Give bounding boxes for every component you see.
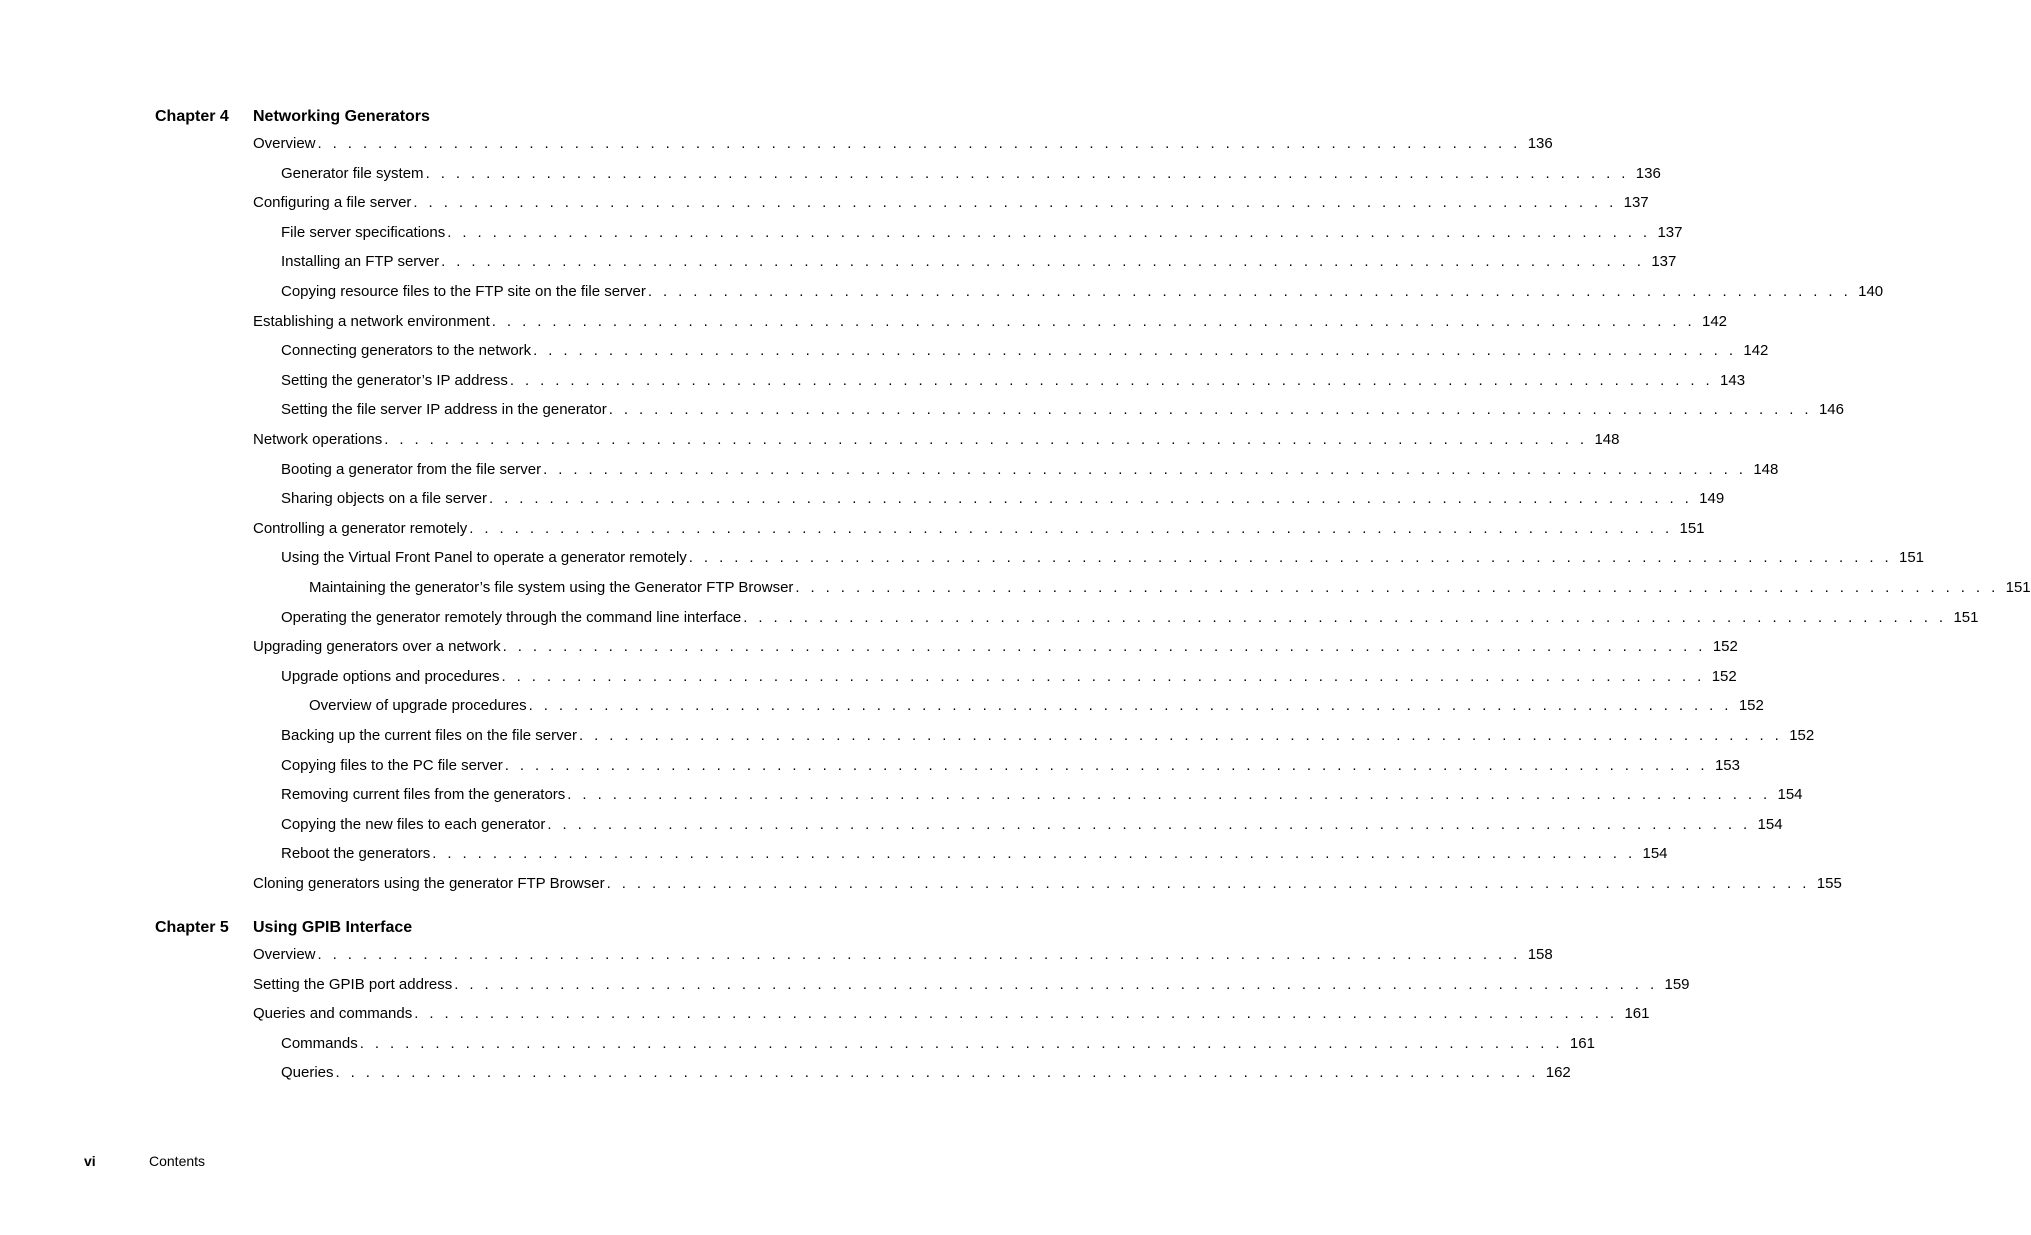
toc-entry[interactable] xyxy=(281,548,1925,568)
toc-entry-title: Cloning generators using the generator FTP Browser xyxy=(253,875,605,892)
toc-entry-title: Using the Virtual Front Panel to operate a generator remotely xyxy=(281,549,687,567)
toc-entry-page: 140 xyxy=(1858,283,1884,300)
toc-entry-page: 151 xyxy=(1679,519,1705,537)
toc-entry-page: 152 xyxy=(1738,697,1764,715)
toc-entry-page: 149 xyxy=(1699,490,1725,508)
toc-entry-page: 155 xyxy=(1816,875,1842,892)
toc-entry[interactable] xyxy=(281,252,1677,272)
toc-entry[interactable] xyxy=(281,223,1683,243)
dot-leader: . . . . . . . . . . . . . . . . . . . . . . . . . . . . . . . . . . . . . . . . . . . . . . . . . . . . . . . . . . . . . . . . . . . . . . . . . . . . . . . . xyxy=(533,342,1737,360)
chapter-title: Using GPIB Interface xyxy=(253,919,413,936)
dot-leader: . . . . . . . . . . . . . . . . . . . . . . . . . . . . . . . . . . . . . . . . . . . . . . . . . . . . . . . . . . . . . . . . . . . . . . . . . . . . . . . . xyxy=(335,1064,1539,1082)
dot-leader: . . . . . . . . . . . . . . . . . . . . . . . . . . . . . . . . . . . . . . . . . . . . . . . . . . . . . . . . . . . . . . . . . . . . . . . . . . . . . . . . xyxy=(359,1034,1563,1052)
toc-entry[interactable] xyxy=(281,371,1746,391)
toc-entry[interactable] xyxy=(253,430,1620,450)
toc-entry-title: Booting a generator from the file server xyxy=(281,460,542,478)
toc-entry[interactable] xyxy=(281,164,1661,184)
dot-leader: . . . . . . . . . . . . . . . . . . . . . . . . . . . . . . . . . . . . . . . . . . . . . . . . . . . . . . . . . . . . . . . . . . . . . . . . . . . . . . . . xyxy=(502,638,1706,656)
toc-entry[interactable] xyxy=(281,726,1815,746)
dot-leader: . . . . . . . . . . . . . . . . . . . . . . . . . . . . . . . . . . . . . . . . . . . . . . . . . . . . . . . . . . . . . . . . . . . . . . . . . . . . . . . . xyxy=(317,946,1521,963)
toc-entry[interactable] xyxy=(309,696,1764,716)
toc-entry-page: 162 xyxy=(1545,1064,1571,1082)
toc-entry[interactable] xyxy=(281,1063,1571,1083)
dot-leader: . . . . . . . . . . . . . . . . . . . . . . . . . . . . . . . . . . . . . . . . . . . . . . . . . . . . . . . . . . . . . . . . . . . . . . . . . . . . . . . . xyxy=(608,401,1812,419)
toc-entry-title: File server specifications xyxy=(281,223,446,241)
toc-entry-title: Overview xyxy=(253,946,316,963)
dot-leader: . . . . . . . . . . . . . . . . . . . . . . . . . . . . . . . . . . . . . . . . . . . . . . . . . . . . . . . . . . . . . . . . . . . . . . . . . . . . . . . . xyxy=(432,845,1636,863)
toc-entry[interactable] xyxy=(281,667,1737,687)
toc-entry-page: 154 xyxy=(1757,815,1783,833)
dot-leader: . . . . . . . . . . . . . . . . . . . . . . . . . . . . . . . . . . . . . . . . . . . . . . . . . . . . . . . . . . . . . . . . . . . . . . . . . . . . . . . . xyxy=(647,283,1852,300)
toc-entry[interactable] xyxy=(253,945,1553,965)
toc-entry-title: Backing up the current files on the file server xyxy=(281,727,577,744)
dot-leader: . . . . . . . . . . . . . . . . . . . . . . . . . . . . . . . . . . . . . . . . . . . . . . . . . . . . . . . . . . . . . . . . . . . . . . . . . . . . . . . . xyxy=(454,975,1658,993)
toc-entry-page: 154 xyxy=(1777,786,1803,804)
toc-entry[interactable] xyxy=(253,975,1690,995)
toc-entry-title: Establishing a network environment xyxy=(253,312,490,330)
toc-entry-page: 152 xyxy=(1712,638,1738,656)
toc-entry-page: 148 xyxy=(1594,431,1620,448)
toc-entry-page: 146 xyxy=(1818,401,1844,419)
toc-entry-title: Connecting generators to the network xyxy=(281,342,532,360)
chapter-number: Chapter 4 xyxy=(155,108,229,125)
toc-entry-title: Generator file system xyxy=(281,164,424,182)
toc-entry[interactable] xyxy=(281,756,1740,776)
toc-entry-title: Removing current files from the generators xyxy=(281,786,566,804)
toc-entry[interactable] xyxy=(281,785,1803,805)
toc-entry-title: Maintaining the generator’s file system using the Generator FTP Browser xyxy=(309,579,794,596)
toc-entry-page: 142 xyxy=(1702,312,1728,330)
toc-entry-page: 136 xyxy=(1527,135,1553,152)
chapter-title: Networking Generators xyxy=(253,108,430,125)
toc-entry-page: 137 xyxy=(1657,223,1683,241)
toc-entry-title: Copying resource files to the FTP site on the file server xyxy=(281,283,646,300)
dot-leader: . . . . . . . . . . . . . . . . . . . . . . . . . . . . . . . . . . . . . . . . . . . . . . . . . . . . . . . . . . . . . . . . . . . . . . . . . . . . . . . . xyxy=(509,371,1714,389)
dot-leader: . . . . . . . . . . . . . . . . . . . . . . . . . . . . . . . . . . . . . . . . . . . . . . . . . . . . . . . . . . . . . . . . . . . . . . . . . . . . . . . . xyxy=(469,519,1673,537)
chapter-heading xyxy=(0,918,954,938)
toc-entry-title: Queries and commands xyxy=(253,1005,413,1023)
toc-entry-page: 137 xyxy=(1623,194,1649,212)
dot-leader: . . . . . . . . . . . . . . . . . . . . . . . . . . . . . . . . . . . . . . . . . . . . . . . . . . . . . . . . . . . . . . . . . . . . . . . . . . . . . . . . xyxy=(567,786,1771,804)
toc-entry-title: Installing an FTP server xyxy=(281,253,440,271)
dot-leader: . . . . . . . . . . . . . . . . . . . . . . . . . . . . . . . . . . . . . . . . . . . . . . . . . . . . . . . . . . . . . . . . . . . . . . . . . . . . . . . . xyxy=(579,727,1783,744)
dot-leader: . . . . . . . . . . . . . . . . . . . . . . . . . . . . . . . . . . . . . . . . . . . . . . . . . . . . . . . . . . . . . . . . . . . . . . . . . . . . . . . . xyxy=(414,1005,1618,1023)
toc-entry-page: 159 xyxy=(1664,975,1690,993)
toc-entry-title: Upgrade options and procedures xyxy=(281,667,500,685)
dot-leader: . . . . . . . . . . . . . . . . . . . . . . . . . . . . . . . . . . . . . . . . . . . . . . . . . . . . . . . . . . . . . . . . . . . . . . . . . . . . . . . . xyxy=(528,697,1732,715)
toc-entry[interactable] xyxy=(281,400,1844,420)
toc-entry-title: Reboot the generators xyxy=(281,845,431,863)
toc-entry[interactable] xyxy=(281,844,1668,864)
toc-entry-title: Setting the generator’s IP address xyxy=(281,371,508,389)
toc-entry-page: 137 xyxy=(1651,253,1677,271)
footer-label: Contents xyxy=(149,1153,206,1169)
toc-entry[interactable] xyxy=(281,608,1979,628)
toc-entry-title: Overview of upgrade procedures xyxy=(309,697,527,715)
chapter-heading xyxy=(0,107,954,127)
dot-leader: . . . . . . . . . . . . . . . . . . . . . . . . . . . . . . . . . . . . . . . . . . . . . . . . . . . . . . . . . . . . . . . . . . . . . . . . . . . . . . . . xyxy=(795,579,1999,596)
dot-leader: . . . . . . . . . . . . . . . . . . . . . . . . . . . . . . . . . . . . . . . . . . . . . . . . . . . . . . . . . . . . . . . . . . . . . . . . . . . . . . . . xyxy=(543,460,1747,478)
dot-leader: . . . . . . . . . . . . . . . . . . . . . . . . . . . . . . . . . . . . . . . . . . . . . . . . . . . . . . . . . . . . . . . . . . . . . . . . . . . . . . . . xyxy=(384,431,1588,448)
toc-entry[interactable] xyxy=(281,282,1884,302)
toc-entry-page: 136 xyxy=(1635,164,1661,182)
toc-entry-title: Configuring a file server xyxy=(253,194,412,212)
dot-leader: . . . . . . . . . . . . . . . . . . . . . . . . . . . . . . . . . . . . . . . . . . . . . . . . . . . . . . . . . . . . . . . . . . . . . . . . . . . . . . . . xyxy=(447,223,1651,241)
toc-entry-page: 148 xyxy=(1753,460,1779,478)
toc-entry-title: Sharing objects on a file server xyxy=(281,490,487,508)
toc-entry[interactable] xyxy=(253,312,1728,332)
toc-entry-title: Network operations xyxy=(253,431,383,448)
toc-entry[interactable] xyxy=(281,341,1769,361)
toc-entry-title: Setting the GPIB port address xyxy=(253,975,453,993)
toc-entry[interactable] xyxy=(281,1034,1595,1054)
toc-entry-page: 152 xyxy=(1789,727,1815,744)
dot-leader: . . . . . . . . . . . . . . . . . . . . . . . . . . . . . . . . . . . . . . . . . . . . . . . . . . . . . . . . . . . . . . . . . . . . . . . . . . . . . . . . xyxy=(425,164,1629,182)
dot-leader: . . . . . . . . . . . . . . . . . . . . . . . . . . . . . . . . . . . . . . . . . . . . . . . . . . . . . . . . . . . . . . . . . . . . . . . . . . . . . . . . xyxy=(441,253,1645,271)
toc-entry[interactable] xyxy=(253,1004,1650,1024)
toc-entry-page: 142 xyxy=(1743,342,1769,360)
dot-leader: . . . . . . . . . . . . . . . . . . . . . . . . . . . . . . . . . . . . . . . . . . . . . . . . . . . . . . . . . . . . . . . . . . . . . . . . . . . . . . . . xyxy=(501,667,1705,685)
toc-entry[interactable] xyxy=(281,460,1779,480)
dot-leader: . . . . . . . . . . . . . . . . . . . . . . . . . . . . . . . . . . . . . . . . . . . . . . . . . . . . . . . . . . . . . . . . . . . . . . . . . . . . . . . . xyxy=(488,490,1693,508)
dot-leader: . . . . . . . . . . . . . . . . . . . . . . . . . . . . . . . . . . . . . . . . . . . . . . . . . . . . . . . . . . . . . . . . . . . . . . . . . . . . . . . . xyxy=(504,756,1708,774)
toc-entry-page: 161 xyxy=(1624,1005,1650,1023)
toc-entry-title: Copying the new files to each generator xyxy=(281,815,546,833)
toc-entry-page: 152 xyxy=(1711,667,1737,685)
toc-entry[interactable] xyxy=(253,519,1705,539)
toc-entry[interactable] xyxy=(253,193,1649,213)
toc-entry-page: 158 xyxy=(1527,946,1553,963)
toc-entry-title: Overview xyxy=(253,135,316,152)
dot-leader: . . . . . . . . . . . . . . . . . . . . . . . . . . . . . . . . . . . . . . . . . . . . . . . . . . . . . . . . . . . . . . . . . . . . . . . . . . . . . . . . xyxy=(743,608,1947,626)
toc-entry-title: Operating the generator remotely through the command line interface xyxy=(281,608,742,626)
dot-leader: . . . . . . . . . . . . . . . . . . . . . . . . . . . . . . . . . . . . . . . . . . . . . . . . . . . . . . . . . . . . . . . . . . . . . . . . . . . . . . . . xyxy=(606,875,1810,892)
toc-entry-title: Commands xyxy=(281,1034,358,1052)
toc-entry-title: Queries xyxy=(281,1064,334,1082)
dot-leader: . . . . . . . . . . . . . . . . . . . . . . . . . . . . . . . . . . . . . . . . . . . . . . . . . . . . . . . . . . . . . . . . . . . . . . . . . . . . . . . . xyxy=(413,194,1617,212)
toc-entry-page: 151 xyxy=(1899,549,1925,567)
toc-entry-page: 161 xyxy=(1569,1034,1595,1052)
toc-entry[interactable] xyxy=(253,874,1842,894)
toc-entry[interactable] xyxy=(253,637,1738,657)
dot-leader: . . . . . . . . . . . . . . . . . . . . . . . . . . . . . . . . . . . . . . . . . . . . . . . . . . . . . . . . . . . . . . . . . . . . . . . . . . . . . . . . xyxy=(491,312,1696,330)
toc-entry-page: 151 xyxy=(2005,579,2031,596)
toc-entry-title: Upgrading generators over a network xyxy=(253,638,501,656)
toc-entry[interactable] xyxy=(309,578,2031,598)
chapter-number: Chapter 5 xyxy=(155,919,229,936)
toc-entry-title: Controlling a generator remotely xyxy=(253,519,468,537)
dot-leader: . . . . . . . . . . . . . . . . . . . . . . . . . . . . . . . . . . . . . . . . . . . . . . . . . . . . . . . . . . . . . . . . . . . . . . . . . . . . . . . . xyxy=(317,135,1521,152)
toc-entry-title: Copying files to the PC file server xyxy=(281,756,503,774)
toc-entry[interactable] xyxy=(281,489,1725,509)
toc-entry-title: Setting the file server IP address in the generator xyxy=(281,401,607,419)
toc-entry-page: 153 xyxy=(1714,756,1740,774)
toc-entry-page: 151 xyxy=(1953,608,1979,626)
toc-entry[interactable] xyxy=(281,815,1783,835)
toc-entry-page: 143 xyxy=(1720,371,1746,389)
footer-page-number: vi xyxy=(84,1153,96,1169)
toc-entry-page: 154 xyxy=(1642,845,1668,863)
dot-leader: . . . . . . . . . . . . . . . . . . . . . . . . . . . . . . . . . . . . . . . . . . . . . . . . . . . . . . . . . . . . . . . . . . . . . . . . . . . . . . . . xyxy=(547,815,1751,833)
dot-leader: . . . . . . . . . . . . . . . . . . . . . . . . . . . . . . . . . . . . . . . . . . . . . . . . . . . . . . . . . . . . . . . . . . . . . . . . . . . . . . . . xyxy=(688,549,1893,567)
toc-entry[interactable] xyxy=(253,134,1553,154)
